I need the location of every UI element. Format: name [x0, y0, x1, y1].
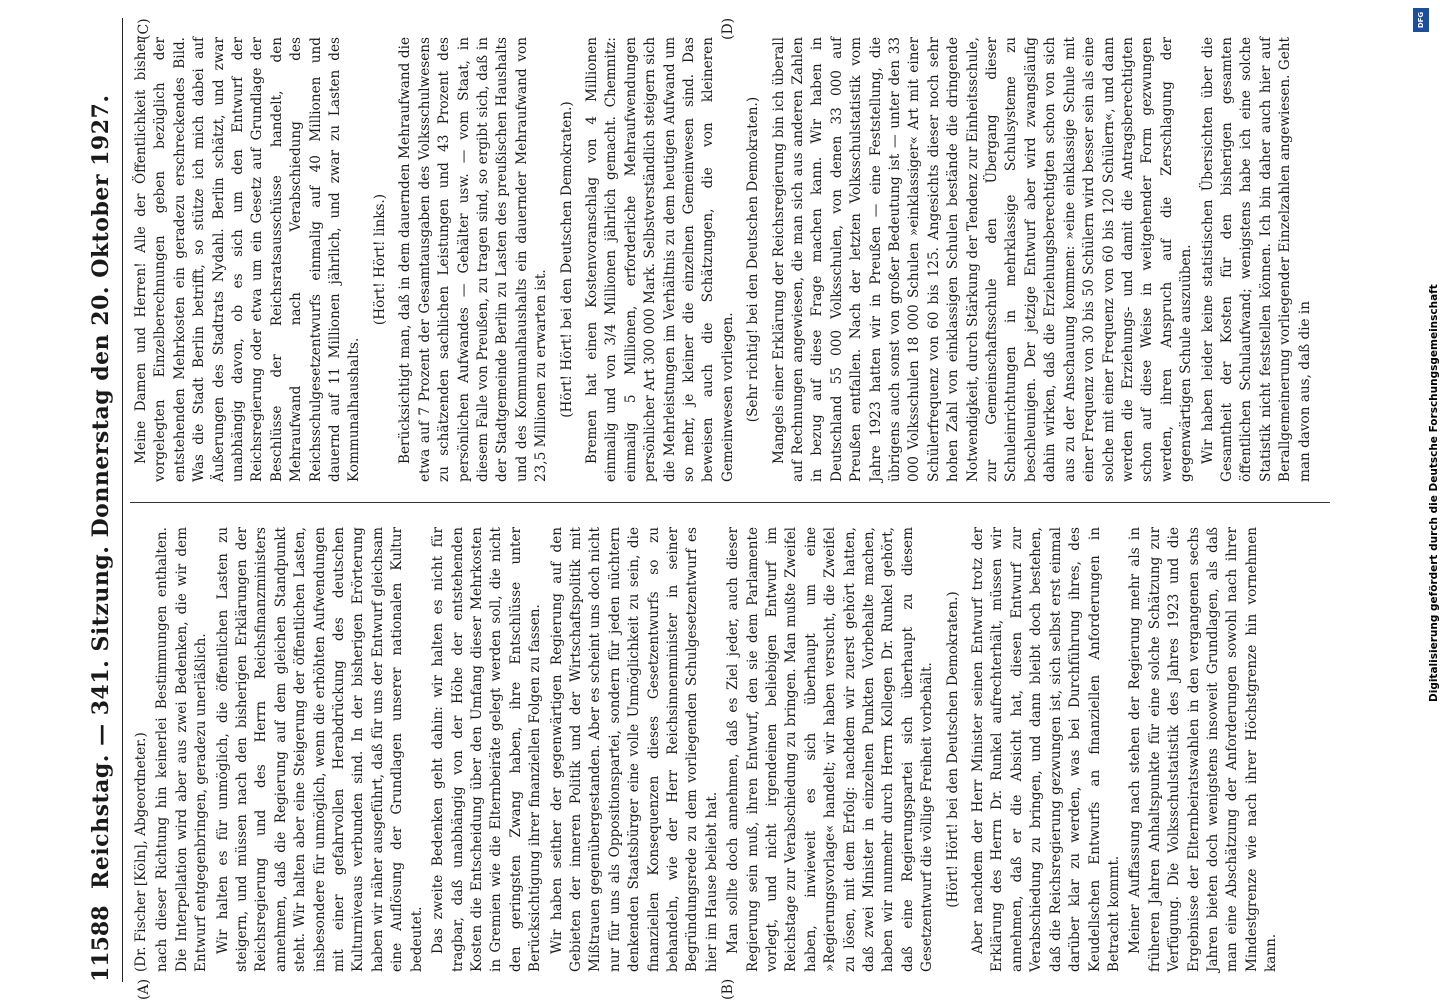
interjection: (Hört! Hört! bei den Deutschen Demokraten.) — [558, 101, 575, 418]
paragraph: (Dr. Fischer [Köln], Abgeordneter.) — [133, 732, 149, 972]
margin-marker-b: (B) — [720, 978, 736, 1000]
margin-marker-a: (A) — [136, 978, 152, 1000]
left-column — [132, 527, 1352, 972]
header-rule — [122, 18, 123, 982]
paragraph: Das zweite Bedenken geht dahin: wir halten es nicht für tragbar, daß unabhängig von der Höhe der entstehenden Kosten die Entscheidung über den Umfang dieser Mehrkosten in Gremien wie die Elternbeiräte gelegt werden soll, die nicht den geringsten Zwang haben, ihre Entschlüsse unter Berücksichtigung ihrer finanziellen Folgen zu fassen. — [430, 527, 544, 972]
paragraph: nach dieser Richtung hin keinerlei Bestimmungen enthalten. Die Interpellation wird aber aus zwei Bedenken, die wir dem Entwurf entgegenbringen, geradezu unerläßlich. — [154, 527, 210, 972]
paragraph: Wir halten es für unmöglich, die öffentlichen Lasten zu steigern, und müssen nach den bisherigen Erklärungen der Reichsregierung und des Herrn Reichsfinanzministers annehmen, daß die Regierung auf dem gleichen Standpunkt steht. Wir halten aber eine Steigerung der öffentlichen Lasten, insbesondere für unmöglich, wenn die erhöhten Aufwendungen mit einer gefahrvollen Herabdrückung des deutschen Kulturniveaus verbunden sind. In der bisherigen Erörterung haben wir näher ausgeführt, daß für uns der Entwurf gleichsam eine Auflösung der Grundlagen unserer nationalen Kultur bedeutet. — [214, 527, 425, 972]
interjection: (Hört! Hört! links.) — [371, 193, 388, 326]
running-title: Reichstag. — 341. Sitzung. Donnerstag den 20. Oktober 1927. — [88, 94, 114, 889]
interjection: (Hört! Hört! bei den Deutschen Demokraten.) — [944, 591, 961, 908]
column-divider — [130, 502, 1330, 503]
digitization-credit — [1410, 12, 1440, 702]
paragraph: Wir haben leider keine statistischen Übersichten über die Gesamtheit der Kosten für den bisherigen gesamten öffentlichen Schulaufwand; wenigstens habe ich eine solche Statistik nicht feststellen können. Ich bin daher auch hier auf Berallgemeinerung vorliegender Einzelzahlen angewiesen. Geht man davon aus, daß die in — [1199, 37, 1313, 482]
rotated-page — [70, 0, 1360, 1000]
credit-text: Digitalisierung gefördert durch die Deutsche Forschungsgemeinschaft — [1428, 284, 1440, 702]
paragraph: Man sollte doch annehmen, daß es Ziel jeder, auch dieser Regierung sein muß, ihren Entwurf, den sie dem Parlamente vorlegt, und nicht irgendeinen beliebigen Entwurf im Reichstage zur Verabschiedung zu bringen. Man mußte Zweifel haben, inwieweit es sich überhaupt um eine »Regierungsvorlage« handelt; wir haben versucht, die Zweifel zu lösen, mit dem Erfolg: nachdem wir zuerst gehört hatten, daß zwei Minister in einzelnen Punkten Vorbehalte machen, haben wir nunmehr durch Herrn Kollegen Dr. Runkel gehört, daß eine Regierungspartei sich überhaupt zu diesem Gesetzentwurf die völlige Freiheit vorbehält. — [725, 527, 936, 972]
paragraph: Berücksichtigt man, daß in dem dauernden Mehraufwand die etwa auf 7 Prozent der Gesamtausgaben des Volksschulwesens zu schätzenden sachlichen Leistungen und 43 Prozent des persönlichen Aufwandes — Gehälter usw. — vom Staat, in diesem Falle von Preußen, zu tragen sind, so ergibt sich, daß in der Stadtgemeinde Berlin zu Lasten des preußischen Haushalts und des Kommunalhaushalts ein dauernder Mehraufwand von 23,5 Millionen zu erwarten ist. — [397, 37, 550, 482]
paragraph: Mangels einer Erklärung der Reichsregierung bin ich überall auf Rechnungen angewiesen, die man sich aus anderen Zahlen in bezug auf diese Frage machen kann. Wir haben in Deutschland 55 000 Volksschulen, von denen 33 000 auf Preußen entfallen. Nach der letzten Volksschulstatistik vom Jahre 1923 hatten wir in Preußen — eine Feststellung, die übrigens auch sonst von großer Bedeutung ist — unter den 33 000 Volksschulen 18 000 Schulen »einklassiger« Art mit einer Schülerfrequenz von 60 bis 125. Angesichts dieser noch sehr hohen Zahl von einklassigen Schulen bestände die dringende Notwendigkeit, durch Stärkung der Tendenz zur Einheitsschule, zur Gemeinschaftsschule den Übergang dieser Schuleinrichtungen in mehrklassige Schulsysteme zu beschleunigen. Der jetzige Entwurf aber wird zwangsläufig dahin wirken, daß die Erziehungsberechtigten schon von sich aus zu der Anschauung kommen: »eine einklassige Schule mit einer Frequenz von 30 bis 50 Schülern wird besser sein als eine solche mit einer Frequenz von 60 bis 120 Schülern«, und dann werden die Erziehungs- und damit die Antragsberechtigten schon auf diese Weise in weitgehender Form gezwungen werden, ihren Anspruch auf die Zerschlagung der gegenwärtigen Schule auszuüben. — [770, 37, 1195, 482]
margin-marker-c: (C) — [136, 18, 152, 40]
interjection: (Sehr richtig! bei den Deutschen Demokraten.) — [745, 96, 762, 423]
paragraph: Wir haben seither der gegenwärtigen Regierung auf den Gebieten der inneren Politik und der Wirtschaftspolitik mit Mißtrauen gegenübergestanden. Aber es scheint uns doch nicht nur für uns als Oppositionspartei, sondern für jeden nüchtern denkenden Staatsbürger eine volle Unmöglichkeit zu sein, die finanziellen Konsequenzen dieses Gesetzentwurfs so zu behandeln, wie der Herr Reichsinnenminister in seiner Begründungsrede zu dem vorliegenden Schulgesetzentwurf es hier im Hause beliebt hat. — [548, 527, 720, 972]
page-number: 11588 — [88, 905, 114, 982]
right-column — [132, 37, 1352, 482]
margin-marker-d: (D) — [720, 17, 736, 40]
paragraph: Meine Damen und Herren! Alle der Öffentlichkeit bisher vorgelegten Einzelberechnungen geben bezüglich der entstehenden Mehrkosten ein geradezu erschreckendes Bild. Was die Stadt Berlin betrifft, so stütze ich mich dabei auf Äußerungen des Stadtrats Nydahl. Berlin schätzt, und zwar unabhängig davon, ob es sich um den Entwurf der Reichsregierung oder etwa um ein Gesetz auf Grundlage der Beschlüsse der Reichsratsausschüsse handelt, den Mehraufwand nach Verabschiedung des Reichsschulgesetzentwurfs einmalig auf 40 Millionen und dauernd auf 11 Millionen jährlich, und zwar zu Lasten des Kommunalhaushalts. — [133, 37, 363, 482]
paragraph: Meiner Auffassung nach stehen der Regierung mehr als in früheren Jahren Anhaltspunkte für eine solche Schätzung zur Verfügung. Die Volksschulstatistik des Jahres 1923 und die Ergebnisse der Elternbeiratswahlen in den vergangenen sechs Jahren bieten doch wenigstens insoweit Grundlagen, als daß man eine Abschätzung der Anforderungen sowohl nach ihrer Mindestgrenze wie nach ihrer Höchstgrenze hin vornehmen kann. — [1127, 527, 1280, 972]
page-header — [84, 18, 118, 982]
dfg-logo-text: DFG — [1417, 11, 1425, 29]
paragraph: Aber nachdem der Herr Minister seinen Entwurf trotz der Erklärung des Herrn Dr. Runkel aufrechterhält, müssen wir annehmen, daß er die Absicht hat, diesen Entwurf zur Verabschiedung zu bringen, und dann bleibt doch bestehen, daß die Reichsregierung gezwungen ist, sich selbst erst einmal darüber klar zu werden, was bei Durchführung ihres, des Keudellschen Entwurfs an finanziellen Anforderungen in Betracht kommt. — [970, 527, 1122, 972]
paragraph: Bremen hat einen Kostenvoranschlag von 4 Millionen einmalig und von 3/4 Millionen jährlich gemacht. Chemnitz: einmalig 5 Millionen, erforderliche Mehraufwendungen persönlicher Art 300 000 Mark. Selbstverständlich steigern sich die Mehrleistungen im Verhältnis zu dem heutigen Aufwand um so mehr, je kleiner die einzelnen Gemeinwesen sind. Das beweisen auch die Schätzungen, die von kleineren Gemeinwesen vorliegen. — [583, 37, 736, 482]
